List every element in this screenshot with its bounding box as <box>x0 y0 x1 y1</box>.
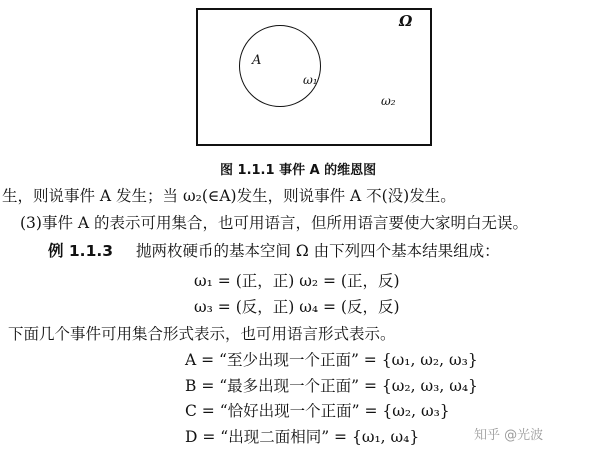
region-label: Ω <box>399 12 413 30</box>
outcome-row: ω₃ = (反，正) ω₄ = (反，反) <box>194 298 400 316</box>
figure-caption: 图 1.1.1 事件 A 的维恩图 <box>220 163 377 178</box>
example-line <box>48 242 500 260</box>
example-label: 例 1.1.3 <box>48 242 114 260</box>
event-definition: D = “出现二面相同” = {ω₁, ω₄} <box>185 428 420 446</box>
point-label-2: ω₂ <box>381 94 396 108</box>
point-label-1: ω₁ <box>303 73 318 87</box>
watermark-text: 知乎 @光波 <box>474 428 544 443</box>
paragraph-line: (3)事件 A 的表示可用集合，也可用语言，但所用语言要使大家明白无误。 <box>20 214 529 232</box>
event-definition: B = “最多出现一个正面” = {ω₂, ω₃, ω₄} <box>185 377 478 395</box>
paragraph-line: 生，则说事件 A 发生；当 ω₂(∈A)发生，则说事件 A 不(没)发生。 <box>2 187 456 205</box>
watermark <box>474 424 543 443</box>
event-definition: C = “恰好出现一个正面” = {ω₂, ω₃} <box>185 402 450 420</box>
set-label: A <box>252 53 262 68</box>
paragraph-line: 下面几个事件可用集合形式表示，也可用语言形式表示。 <box>8 325 396 343</box>
event-definition: A = “至少出现一个正面” = {ω₁, ω₂, ω₃} <box>185 351 478 369</box>
outcome-row: ω₁ = (正，正) ω₂ = (正，反) <box>194 272 400 290</box>
example-text: 抛两枚硬币的基本空间 Ω 由下列四个基本结果组成： <box>135 242 500 260</box>
